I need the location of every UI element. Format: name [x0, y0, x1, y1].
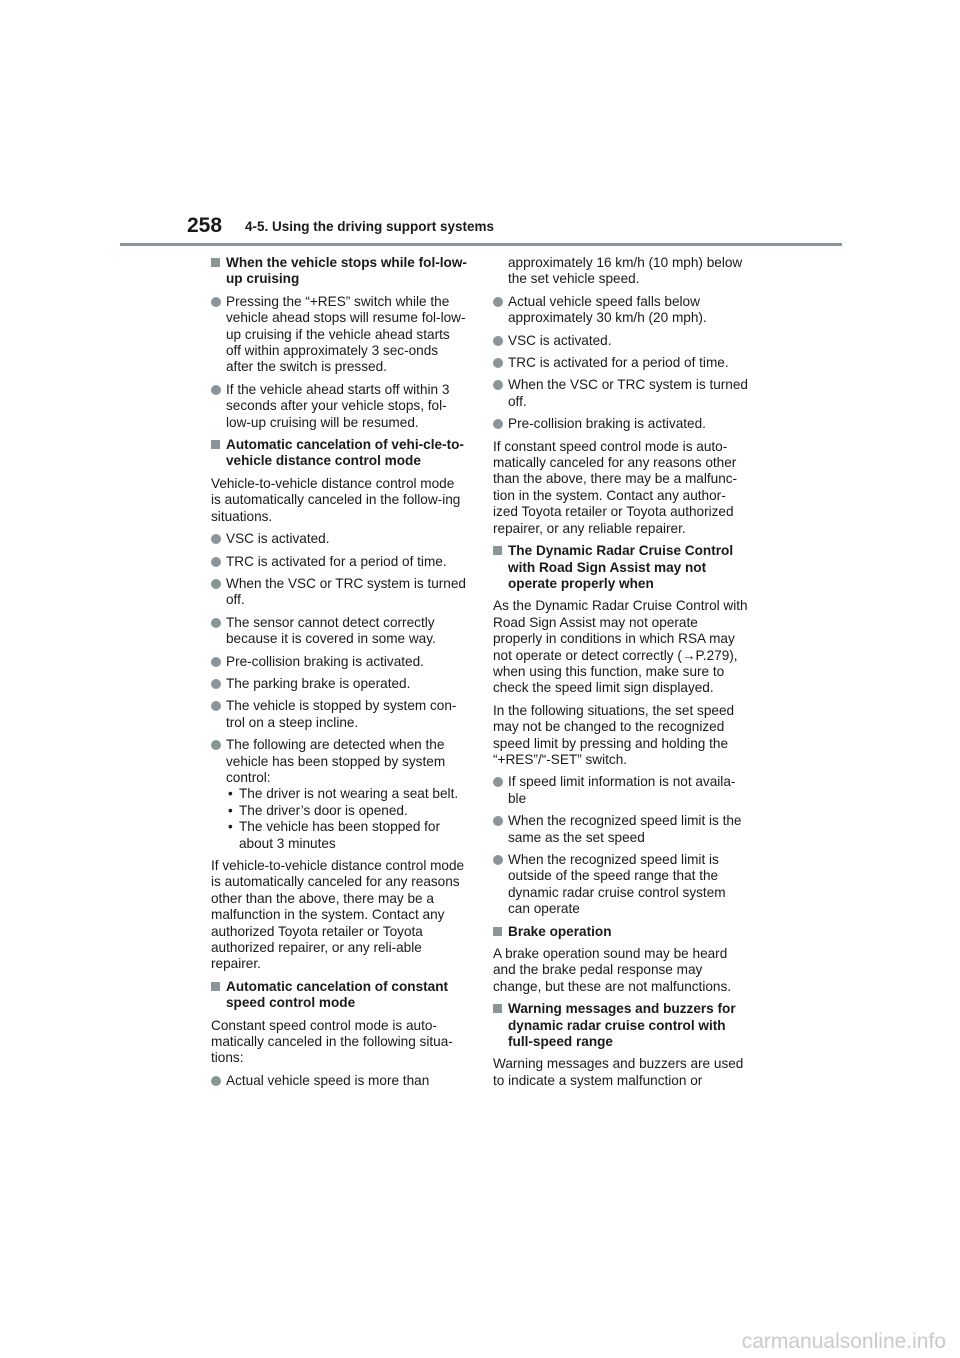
list-item-text: If the vehicle ahead starts off within 3 seconds after your vehicle stops, fol-low-up cruising will be resumed. — [226, 381, 450, 430]
list-item — [493, 294, 749, 327]
list-item-text: The parking brake is operated. — [226, 675, 411, 691]
circle-bullet-icon — [211, 679, 221, 689]
circle-bullet-icon — [493, 297, 503, 307]
list-item-text: When the VSC or TRC system is turned off. — [226, 575, 466, 608]
list-item — [211, 382, 467, 431]
circle-bullet-icon — [493, 855, 503, 865]
square-bullet-icon — [493, 927, 502, 936]
circle-bullet-icon — [211, 1076, 221, 1086]
list-item-text: The sensor cannot detect correctly because it is covered in some way. — [226, 614, 436, 647]
list-item — [211, 531, 467, 547]
list-item — [211, 737, 467, 852]
list-item — [211, 576, 467, 609]
subheading-text: Automatic cancelation of constant speed control mode — [226, 978, 449, 1011]
square-bullet-icon — [493, 1004, 502, 1013]
sub-list-item-text: The driver’s door is opened. — [239, 802, 408, 818]
sub-list-item-text: The driver is not wearing a seat belt. — [239, 786, 459, 802]
list-item — [211, 698, 467, 731]
list-item-text: When the recognized speed limit is outside of the speed range that the dynamic radar cruise control system can operate — [508, 852, 726, 917]
square-bullet-icon — [211, 258, 220, 267]
subheading — [211, 255, 467, 288]
circle-bullet-icon — [493, 419, 503, 429]
header-divider — [120, 243, 842, 246]
circle-bullet-icon — [211, 701, 221, 711]
subheading-text: Brake operation — [508, 923, 612, 939]
paragraph: Constant speed control mode is auto-matically canceled in the following situa-tions: — [211, 1017, 453, 1066]
list-item-text: When the VSC or TRC system is turned off. — [508, 377, 748, 409]
circle-bullet-icon — [493, 358, 503, 368]
list-item — [211, 676, 467, 692]
circle-bullet-icon — [211, 297, 221, 307]
paragraph: If vehicle-to-vehicle distance control mode is automatically canceled for any reasons other than the above, there may be a malfunction in the system. Contact any authorized Toyota retailer or Toyota authorized repairer, or any reli-able repairer. — [211, 858, 465, 972]
circle-bullet-icon — [493, 336, 503, 346]
subheading — [493, 543, 749, 592]
paragraph: In the following situations, the set speed may not be changed to the recognized speed limit by pressing and holding the “+RES”/“-SET” switch. — [493, 702, 735, 767]
list-item-text: Actual vehicle speed falls below approximately 30 km/h (20 mph). — [508, 293, 707, 326]
paragraph: If constant speed control mode is auto-matically canceled for any reasons other than the above, there may be a malfunc-tion in the system. Contact any author-ized Toyota retailer or Toyota authorized repairer, or any reliable repairer. — [493, 438, 738, 536]
small-bullet-icon: • — [228, 802, 233, 818]
subheading — [493, 1001, 749, 1050]
subheading — [493, 924, 749, 940]
circle-bullet-icon — [211, 618, 221, 628]
subheading — [211, 979, 467, 1012]
circle-bullet-icon — [493, 777, 503, 787]
subheading — [211, 437, 467, 470]
sub-list-item-text: The vehicle has been stopped for about 3 minutes — [239, 819, 441, 851]
list-item — [493, 377, 749, 410]
list-item — [493, 416, 749, 432]
paragraph: A brake operation sound may be heard and the brake pedal response may change, but these are not malfunctions. — [493, 946, 732, 994]
list-item — [493, 852, 749, 918]
list-item-text: Pre-collision braking is activated. — [226, 653, 424, 669]
subheading-text: The Dynamic Radar Cruise Control with Road Sign Assist may not operate properly when — [508, 543, 734, 591]
list-item — [211, 615, 467, 648]
circle-bullet-icon — [211, 557, 221, 567]
watermark-site: carmanualsonline.info — [741, 1330, 946, 1353]
list-item — [493, 813, 749, 846]
circle-bullet-icon — [211, 579, 221, 589]
list-item-text: TRC is activated for a period of time. — [226, 553, 447, 569]
circle-bullet-icon — [493, 380, 503, 390]
list-item-text: The vehicle is stopped by system con-trol on a steep incline. — [226, 698, 457, 730]
circle-bullet-icon — [211, 657, 221, 667]
list-item — [211, 554, 467, 570]
page-header — [0, 0, 960, 250]
subheading-text: Automatic cancelation of vehi-cle-to-vehicle distance control mode — [226, 437, 464, 469]
list-item-text: If speed limit information is not availa-ble — [508, 774, 736, 806]
sub-list-item — [226, 786, 467, 802]
list-item-text: Pressing the “+RES” switch while the vehicle ahead stops will resume fol-low-up cruising if the vehicle ahead starts off within approximately 3 sec-onds after the switch is pressed. — [226, 293, 466, 375]
subheading-text: Warning messages and buzzers for dynamic radar cruise control with full-speed range — [508, 1001, 736, 1050]
paragraph: As the Dynamic Radar Cruise Control with Road Sign Assist may not operate properly in conditions in which RSA may not operate or detect correctly (→P.279), when using this function, make sure to check the speed limit sign displayed. — [493, 598, 748, 696]
small-bullet-icon: • — [228, 786, 233, 802]
right-column — [493, 255, 749, 1095]
list-item-text: Pre-collision braking is activated. — [508, 416, 706, 432]
list-item-text: VSC is activated. — [226, 531, 330, 547]
square-bullet-icon — [211, 440, 220, 449]
small-bullet-icon: • — [228, 819, 233, 835]
list-item — [211, 654, 467, 670]
left-column — [211, 255, 467, 1095]
sub-list-item — [226, 819, 467, 852]
list-item — [493, 333, 749, 349]
list-item-text: When the recognized speed limit is the same as the set speed — [508, 813, 742, 845]
list-item — [493, 774, 749, 807]
list-item-text: VSC is activated. — [508, 332, 612, 348]
page-number: 258 — [187, 214, 223, 237]
square-bullet-icon — [211, 982, 220, 991]
paragraph: Warning messages and buzzers are used to indicate a system malfunction or — [493, 1056, 744, 1088]
list-item — [211, 294, 467, 376]
list-item — [493, 355, 749, 371]
sub-list-item — [226, 803, 467, 819]
section-title: 4-5. Using the driving support systems — [245, 219, 495, 234]
list-item-text: The following are detected when the vehicle has been stopped by system control: — [226, 737, 446, 785]
circle-bullet-icon — [211, 385, 221, 395]
paragraph: Vehicle-to-vehicle distance control mode is automatically canceled in the follow-ing situations. — [211, 475, 461, 524]
circle-bullet-icon — [493, 816, 503, 826]
list-item — [211, 1073, 467, 1089]
circle-bullet-icon — [211, 534, 221, 544]
list-item-continuation: approximately 16 km/h (10 mph) below the set vehicle speed. — [508, 255, 743, 287]
square-bullet-icon — [493, 546, 502, 555]
list-item-text: Actual vehicle speed is more than — [226, 1072, 430, 1088]
subheading-text: When the vehicle stops while fol-low-up cruising — [226, 255, 467, 287]
circle-bullet-icon — [211, 740, 221, 750]
list-item-text: TRC is activated for a period of time. — [508, 355, 729, 371]
